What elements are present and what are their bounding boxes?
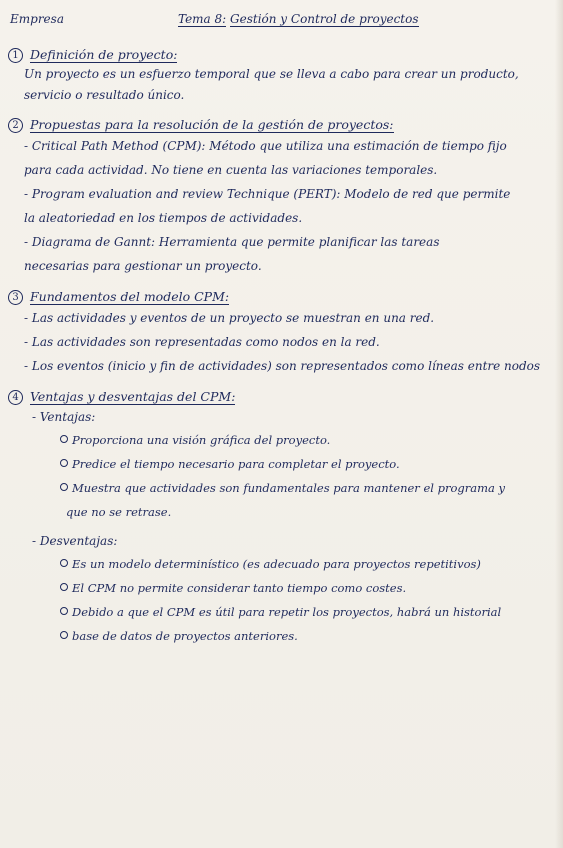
advantages-label: - Ventajas:: [32, 410, 96, 424]
topic-heading: [178, 12, 419, 26]
text-line: Es un modelo determinístico (es adecuado para proyectos repetitivos): [72, 557, 481, 571]
bullet-icon: [60, 559, 68, 567]
bullet-icon: [60, 631, 68, 639]
section-heading: [8, 288, 553, 306]
list-item: [8, 230, 553, 278]
section-title: Definición de proyecto:: [29, 47, 178, 62]
section-number: 4: [8, 390, 23, 405]
list-item: - Las actividades y eventos de un proyecto se muestran en una red.: [24, 311, 435, 325]
section-heading: [8, 388, 553, 406]
section-definition: [8, 46, 553, 106]
notes-body: [8, 46, 553, 658]
list-item: [8, 134, 553, 182]
text-line: para cada actividad. No tiene en cuenta las variaciones temporales.: [24, 163, 438, 177]
text-line: Proporciona una visión gráfica del proyecto.: [72, 433, 331, 447]
text-line: Muestra que actividades son fundamentales para mantener el programa y: [72, 481, 506, 495]
text-line: Un proyecto es un esfuerzo temporal que se lleva a cabo para crear un producto,: [24, 67, 519, 81]
list-item: [8, 552, 553, 576]
disadvantages-label: - Desventajas:: [32, 534, 118, 548]
text-line: la aleatoriedad en los tiempos de actividades.: [24, 211, 303, 225]
topic-prefix: Tema 8:: [178, 12, 227, 26]
text-line: - Program evaluation and review Technique (PERT): Modelo de red que permite: [24, 187, 511, 201]
section-title: Fundamentos del modelo CPM:: [29, 289, 230, 304]
section-number: 1: [8, 48, 23, 63]
section-title: Propuestas para la resolución de la gestión de proyectos:: [29, 117, 394, 132]
section-title: Ventajas y desventajas del CPM:: [29, 389, 236, 404]
bullet-icon: [60, 583, 68, 591]
section-number: 3: [8, 290, 23, 305]
list-item: [8, 182, 553, 230]
text-line: que no se retrase.: [66, 505, 172, 519]
bullet-icon: [60, 607, 68, 615]
section-proposals: [8, 116, 553, 278]
bullet-icon: [60, 459, 68, 467]
subject-label: Empresa: [10, 12, 64, 26]
section-pros-cons: [8, 388, 553, 648]
list-item: [8, 452, 553, 476]
page-header: [0, 0, 563, 30]
section-heading: [8, 46, 553, 64]
list-item: [8, 600, 553, 624]
list-item: - Los eventos (inicio y fin de actividades) son representados como líneas entre nodos: [24, 359, 541, 373]
text-line: base de datos de proyectos anteriores.: [72, 629, 298, 643]
bullet-icon: [60, 483, 68, 491]
text-line: El CPM no permite considerar tanto tiempo como costes.: [72, 581, 407, 595]
list-item: [8, 624, 553, 648]
page-edge: [555, 0, 563, 848]
list-item: [8, 476, 553, 500]
section-heading: [8, 116, 553, 134]
text-line: Predice el tiempo necesario para completar el proyecto.: [72, 457, 400, 471]
list-item: - Las actividades son representadas como nodos en la red.: [24, 335, 380, 349]
list-item: [8, 576, 553, 600]
topic-title: Gestión y Control de proyectos: [230, 12, 419, 26]
bullet-icon: [60, 435, 68, 443]
text-line: - Diagrama de Gannt: Herramienta que permite planificar las tareas: [24, 235, 440, 249]
text-line: Debido a que el CPM es útil para repetir los proyectos, habrá un historial: [72, 605, 502, 619]
section-cpm-fundamentals: [8, 288, 553, 378]
text-line: servicio o resultado único.: [24, 88, 185, 102]
list-item: [8, 428, 553, 452]
text-line: - Critical Path Method (CPM): Método que utiliza una estimación de tiempo fijo: [24, 139, 507, 153]
section-number: 2: [8, 118, 23, 133]
text-line: necesarias para gestionar un proyecto.: [24, 259, 262, 273]
